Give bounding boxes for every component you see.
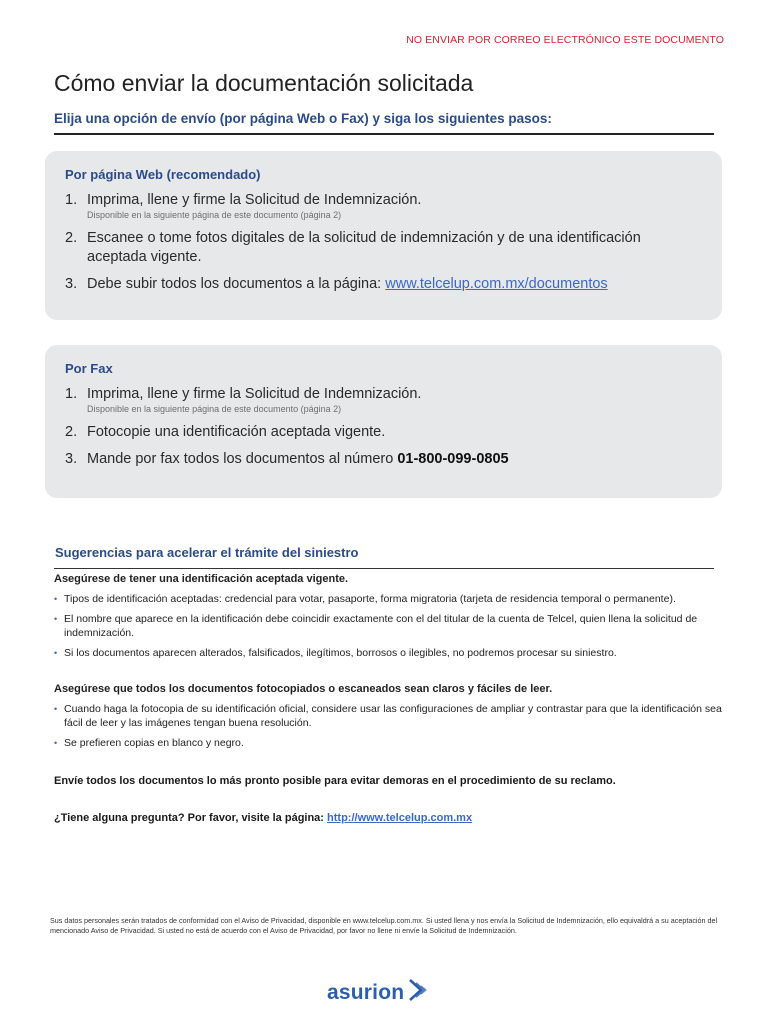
step-body [87, 385, 702, 415]
web-step-1 [65, 191, 702, 221]
web-option-card [45, 151, 722, 320]
asurion-chevron-icon [407, 978, 433, 1007]
web-step-3 [65, 275, 702, 294]
step-text: Imprima, llene y firme la Solicitud de Indemnización. [87, 386, 422, 402]
fax-number: 01-800-099-0805 [397, 451, 509, 467]
step-number: 1. [65, 192, 78, 208]
page-title: Cómo enviar la documentación solicitada [54, 70, 474, 96]
web-option-title: Por página Web (recomendado) [65, 167, 261, 182]
fax-option-card [45, 345, 722, 498]
step-note: Disponible en la siguiente página de este documento (página 2) [87, 404, 342, 414]
tip-bullet: • Se prefieren copias en blanco y negro. [54, 736, 724, 750]
question-text: ¿Tiene alguna pregunta? Por favor, visite la página: [54, 812, 328, 824]
step-number: 2. [65, 424, 78, 440]
page-subtitle: Elija una opción de envío (por página Web o Fax) y siga los siguientes pasos: [54, 111, 552, 126]
fax-step-2 [65, 423, 702, 442]
step-number: 2. [65, 230, 78, 246]
question-line [54, 812, 472, 824]
tips-group-title: Asegúrese que todos los documentos fotocopiados o escaneados sean claros y fáciles de leer. [54, 683, 553, 695]
step-text: Fotocopie una identificación aceptada vigente. [87, 424, 386, 440]
step-number: 3. [65, 451, 78, 467]
step-text: Imprima, llene y firme la Solicitud de Indemnización. [87, 192, 422, 208]
step-text: Debe subir todos los documentos a la página: [87, 276, 386, 292]
step-note: Disponible en la siguiente página de este documento (página 2) [87, 210, 342, 220]
step-body [87, 450, 702, 469]
step-text: Escanee o tome fotos digitales de la solicitud de indemnización y de una identificación aceptada vigente. [87, 230, 641, 265]
web-steps-list [65, 191, 702, 294]
tips-group-title: Asegúrese de tener una identificación aceptada vigente. [54, 573, 349, 585]
step-body [87, 275, 702, 294]
privacy-notice: Sus datos personales serán tratados de conformidad con el Aviso de Privacidad, disponible en www.telcelup.com.mx. Si usted llena y nos envía la Solicitud de Indemnización, ello equivaldrá a su aceptación del mencionado Aviso de Privacidad. Si usted no está de acuerdo con el Aviso de Privacidad, por favor no llene ni envíe la Solicitud de Indemnización. [50, 916, 718, 935]
title-divider [54, 133, 714, 135]
fax-steps-list [65, 385, 702, 469]
tip-bullet: • Cuando haga la fotocopia de su identificación oficial, considere usar las configuraciones de ampliar y contrastar para que la identificación sea fácil de leer y las imágenes tengan buena resolución. [54, 702, 724, 730]
tips-group-identification [54, 573, 724, 666]
tips-divider [54, 568, 714, 569]
tips-group-legibility [54, 683, 724, 756]
fax-option-title: Por Fax [65, 361, 113, 376]
web-step-2 [65, 229, 702, 267]
tip-bullet: • El nombre que aparece en la identificación debe coincidir exactamente con el del titular de la cuenta de Telcel, quien llena la solicitud de indemnización. [54, 612, 724, 640]
tip-bullet: • Tipos de identificación aceptadas: credencial para votar, pasaporte, forma migratoria (tarjeta de residencia temporal o permanente). [54, 592, 724, 606]
documents-upload-link[interactable]: www.telcelup.com.mx/documentos [385, 276, 608, 292]
closing-note: Envíe todos los documentos lo más pronto posible para evitar demoras en el procedimiento de su reclamo. [54, 775, 616, 787]
asurion-logo [327, 978, 433, 1007]
step-body [87, 191, 702, 221]
step-number: 3. [65, 276, 78, 292]
step-number: 1. [65, 386, 78, 402]
fax-step-3 [65, 450, 702, 469]
tips-title: Sugerencias para acelerar el trámite del siniestro [55, 545, 359, 560]
logo-wordmark: asurion [327, 980, 405, 1004]
tip-bullet: • Si los documentos aparecen alterados, falsificados, ilegítimos, borrosos o ilegibles, no podremos procesar su siniestro. [54, 646, 724, 660]
fax-step-1 [65, 385, 702, 415]
step-text: Mande por fax todos los documentos al número [87, 451, 398, 467]
telcelup-website-link[interactable]: http://www.telcelup.com.mx [327, 812, 473, 824]
do-not-email-notice: NO ENVIAR POR CORREO ELECTRÓNICO ESTE DOCUMENTO [406, 34, 724, 46]
